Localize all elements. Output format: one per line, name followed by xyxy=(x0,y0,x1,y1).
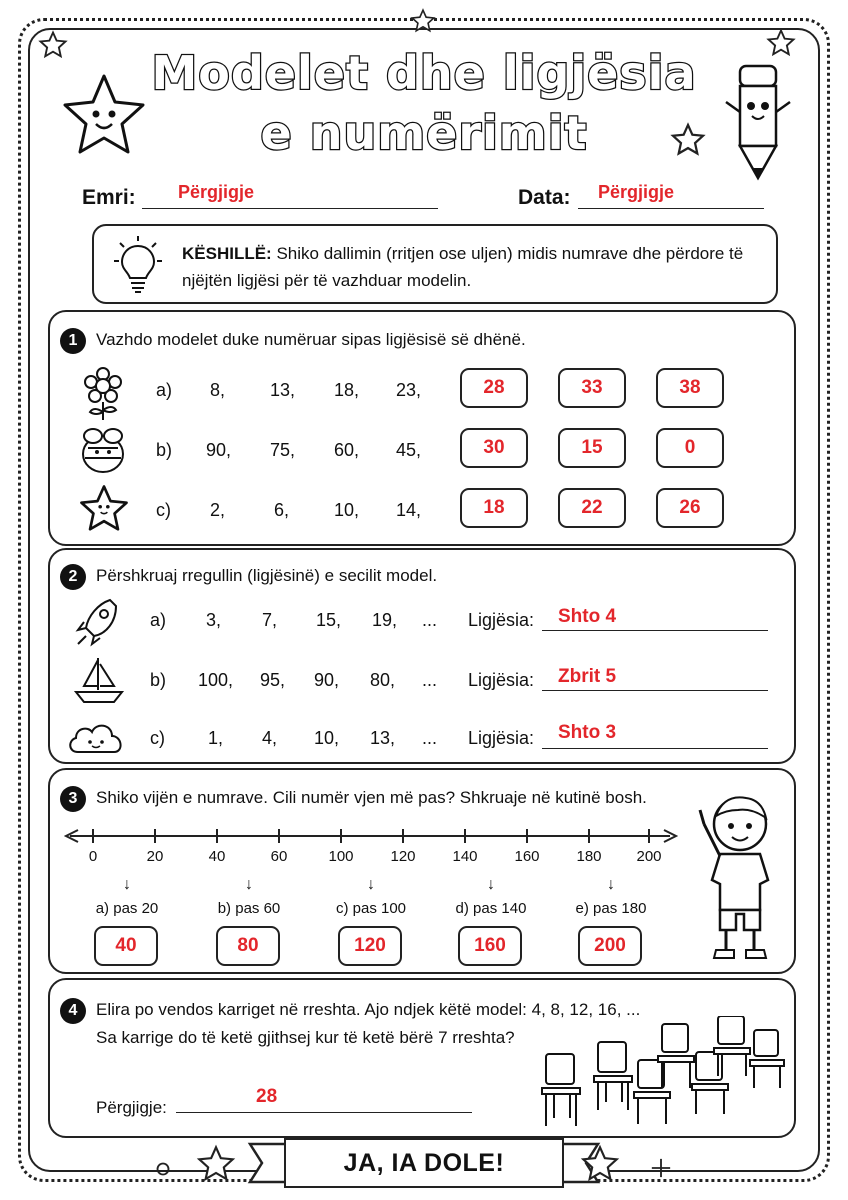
sparkle-icon xyxy=(650,1156,672,1180)
tip-text xyxy=(182,240,762,294)
row-c-value-4: 14, xyxy=(396,500,422,520)
sparkle-icon xyxy=(152,1158,174,1180)
down-arrow-icon: ↓ xyxy=(367,876,375,893)
arrow-left-icon xyxy=(64,828,80,844)
section-4 xyxy=(48,978,796,1138)
boy-illustration-icon xyxy=(690,784,786,966)
answer-box-a-2[interactable]: 33 xyxy=(558,368,626,408)
tick-label: 160 xyxy=(514,848,540,865)
lightbulb-icon xyxy=(108,234,168,296)
number-line-answer-a[interactable]: 40 xyxy=(94,926,158,966)
section-4-line1: Elira po vendos karriget në rreshta. Ajo ndjek këtë model: 4, 8, 12, 16, ... xyxy=(96,1000,641,1019)
section-1-prompt: Vazhdo modelet duke numëruar sipas ligjësisë së dhënë. xyxy=(96,330,526,349)
row-a-letter: a) xyxy=(156,380,173,400)
rule-row-a-value-4: 19, xyxy=(372,610,398,630)
rule-row-b-value-1: 100, xyxy=(198,670,234,690)
answer-box-c-2[interactable]: 22 xyxy=(558,488,626,528)
date-label: Data: xyxy=(518,186,571,209)
row-b-value-3: 60, xyxy=(334,440,360,460)
tick-20 xyxy=(154,829,156,843)
sailboat-icon xyxy=(72,654,126,706)
rule-row-b-value-2: 95, xyxy=(260,670,286,690)
tick-100 xyxy=(340,829,342,843)
bee-icon xyxy=(76,426,130,476)
page-title-line2: e numërimit xyxy=(260,106,588,160)
row-a-value-3: 18, xyxy=(334,380,360,400)
answer-field[interactable] xyxy=(176,1112,472,1113)
star-icon xyxy=(766,28,796,58)
completion-banner: JA, IA DOLE! xyxy=(284,1138,564,1188)
down-arrow-icon: ↓ xyxy=(123,876,131,893)
name-value: Përgjigje xyxy=(178,182,255,202)
down-arrow-icon: ↓ xyxy=(245,876,253,893)
star-icon xyxy=(38,30,68,60)
rule-row-b-label: Ligjësia: xyxy=(468,670,535,690)
pas-label-a: a) pas 20 xyxy=(95,900,159,917)
rule-row-c-value-4: 13, xyxy=(370,728,396,748)
down-arrow-icon: ↓ xyxy=(607,876,615,893)
tick-0 xyxy=(92,829,94,843)
rule-row-a-value-2: 7, xyxy=(262,610,278,630)
tick-40 xyxy=(216,829,218,843)
chairs-illustration-icon xyxy=(536,1016,790,1128)
tick-label: 100 xyxy=(328,848,354,865)
name-label: Emri: xyxy=(82,186,136,209)
section-4-number: 4 xyxy=(60,998,86,1024)
tip-body: Shiko dallimin (rritjen ose uljen) midis numrave dhe përdore të njëjtën ligjësi për të vazhduar modelin. xyxy=(182,244,744,290)
tick-label: 20 xyxy=(146,848,164,865)
row-b-value-2: 75, xyxy=(270,440,296,460)
row-c-value-1: 2, xyxy=(210,500,226,520)
section-3 xyxy=(48,768,796,974)
smiling-star-icon xyxy=(58,72,150,162)
answer-box-c-1[interactable]: 18 xyxy=(460,488,528,528)
star-icon xyxy=(410,8,436,34)
number-line-answer-c[interactable]: 120 xyxy=(338,926,402,966)
tick-180 xyxy=(588,829,590,843)
star-icon xyxy=(580,1144,620,1184)
answer-box-a-3[interactable]: 38 xyxy=(656,368,724,408)
number-line-answer-d[interactable]: 160 xyxy=(458,926,522,966)
down-arrow-icon: ↓ xyxy=(487,876,495,893)
rule-row-c-letter: c) xyxy=(150,728,165,748)
tick-label: 60 xyxy=(270,848,288,865)
row-c-value-2: 6, xyxy=(274,500,290,520)
row-c-value-3: 10, xyxy=(334,500,360,520)
rocket-icon xyxy=(74,596,120,648)
date-field[interactable] xyxy=(578,208,764,209)
pencil-mascot-icon xyxy=(718,58,798,184)
rule-row-c-value-1: 1, xyxy=(208,728,224,748)
name-field[interactable] xyxy=(142,208,438,209)
number-line xyxy=(70,835,670,837)
star-icon xyxy=(196,1144,236,1184)
answer-box-b-2[interactable]: 15 xyxy=(558,428,626,468)
pas-label-b: b) pas 60 xyxy=(217,900,281,917)
section-3-prompt: Shiko vijën e numrave. Cili numër vjen më pas? Shkruaje në kutinë bosh. xyxy=(96,788,647,807)
tick-label: 120 xyxy=(390,848,416,865)
answer-box-b-1[interactable]: 30 xyxy=(460,428,528,468)
row-b-value-1: 90, xyxy=(206,440,232,460)
tick-200 xyxy=(648,829,650,843)
row-a-value-1: 8, xyxy=(210,380,226,400)
tick-label: 140 xyxy=(452,848,478,865)
section-3-number: 3 xyxy=(60,786,86,812)
number-line-answer-e[interactable]: 200 xyxy=(578,926,642,966)
rule-field-a[interactable] xyxy=(542,630,768,631)
answer-box-c-3[interactable]: 26 xyxy=(656,488,724,528)
rule-row-b-value-4: 80, xyxy=(370,670,396,690)
pas-label-d: d) pas 140 xyxy=(455,900,527,917)
tick-label: 0 xyxy=(88,848,98,865)
rule-field-c[interactable] xyxy=(542,748,768,749)
section-2 xyxy=(48,548,796,764)
cloud-icon xyxy=(64,718,128,758)
section-2-prompt: Përshkruaj rregullin (ligjësinë) e secilit model. xyxy=(96,566,438,585)
rule-row-a-ellipsis: ... xyxy=(422,610,438,630)
rule-answer-b: Zbrit 5 xyxy=(558,666,617,687)
row-b-value-4: 45, xyxy=(396,440,422,460)
rule-row-a-value-3: 15, xyxy=(316,610,342,630)
tick-140 xyxy=(464,829,466,843)
rule-field-b[interactable] xyxy=(542,690,768,691)
rule-row-c-value-3: 10, xyxy=(314,728,340,748)
pas-label-c: c) pas 100 xyxy=(335,900,407,917)
rule-answer-c: Shto 3 xyxy=(558,722,617,743)
answer-box-b-3[interactable]: 0 xyxy=(656,428,724,468)
answer-box-a-1[interactable]: 28 xyxy=(460,368,528,408)
rule-row-b-letter: b) xyxy=(150,670,167,690)
rule-row-a-letter: a) xyxy=(150,610,167,630)
tick-label: 200 xyxy=(636,848,662,865)
tick-120 xyxy=(402,829,404,843)
rule-row-b-ellipsis: ... xyxy=(422,670,438,690)
tick-60 xyxy=(278,829,280,843)
rule-row-a-label: Ligjësia: xyxy=(468,610,535,630)
rule-row-b-value-3: 90, xyxy=(314,670,340,690)
starfish-icon xyxy=(76,482,132,536)
tick-160 xyxy=(526,829,528,843)
tick-label: 180 xyxy=(576,848,602,865)
rule-row-c-label: Ligjësia: xyxy=(468,728,535,748)
rule-row-c-value-2: 4, xyxy=(262,728,278,748)
row-c-letter: c) xyxy=(156,500,171,520)
page-title-line1: Modelet dhe ligjësia xyxy=(151,46,697,100)
tick-label: 40 xyxy=(208,848,226,865)
date-value: Përgjigje xyxy=(598,182,675,202)
rule-row-a-value-1: 3, xyxy=(206,610,222,630)
row-a-value-2: 13, xyxy=(270,380,296,400)
answer-value: 28 xyxy=(256,1086,278,1107)
section-4-line2: Sa karrige do të ketë gjithsej kur të ketë bërë 7 rreshta? xyxy=(96,1028,515,1047)
tip-label: KËSHILLË: xyxy=(182,244,272,263)
arrow-right-icon xyxy=(662,828,678,844)
answer-label: Përgjigje: xyxy=(96,1098,167,1117)
row-a-value-4: 23, xyxy=(396,380,422,400)
flower-icon xyxy=(78,366,128,422)
rule-row-c-ellipsis: ... xyxy=(422,728,438,748)
section-2-number: 2 xyxy=(60,564,86,590)
row-b-letter: b) xyxy=(156,440,173,460)
rule-answer-a: Shto 4 xyxy=(558,606,617,627)
section-1-number: 1 xyxy=(60,328,86,354)
section-1 xyxy=(48,310,796,546)
tip-box xyxy=(92,224,778,304)
number-line-answer-b[interactable]: 80 xyxy=(216,926,280,966)
pas-label-e: e) pas 180 xyxy=(575,900,647,917)
